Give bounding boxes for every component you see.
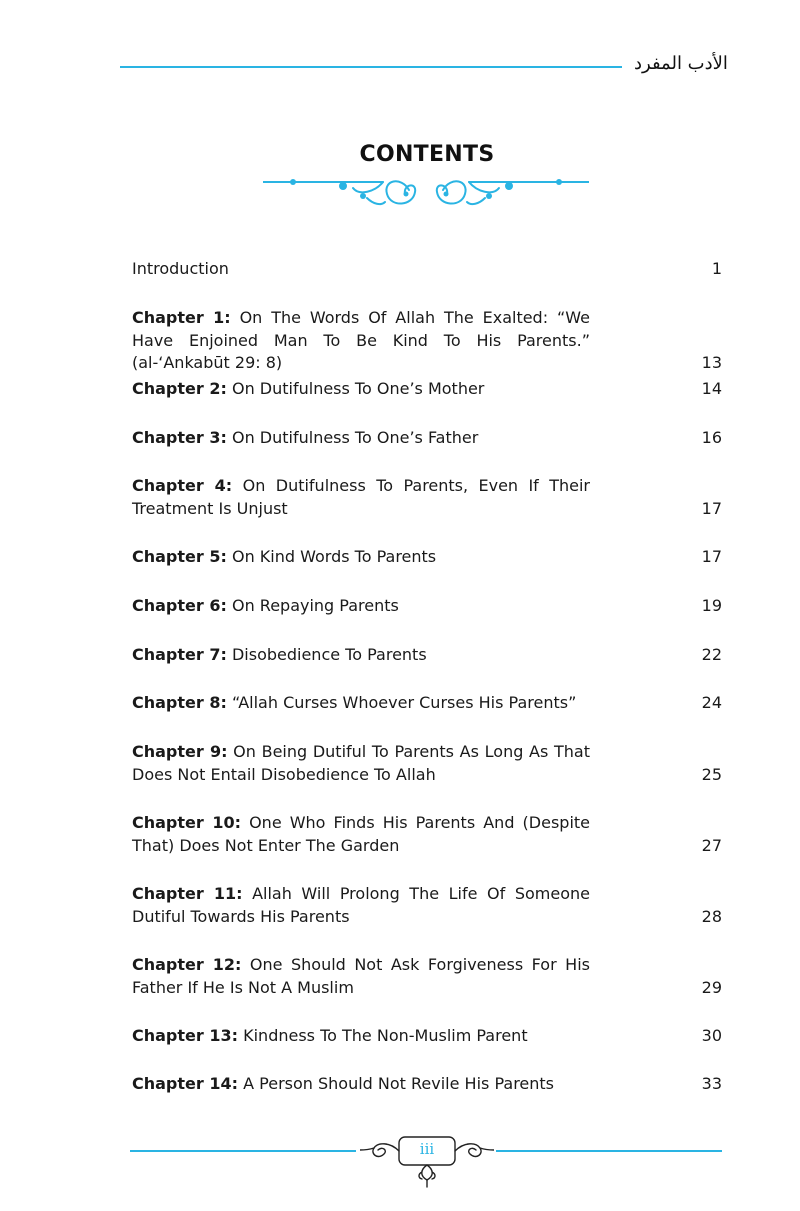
toc-entry-page: 17 (701, 498, 722, 518)
toc-entry-text: Allah Will Prolong The Life Of Someone Dutiful Towards His Parents (132, 884, 590, 926)
footer-rule-right (496, 1150, 722, 1152)
toc-entry-chapter-12[interactable] (132, 954, 722, 999)
toc-entry-text: Kindness To The Non-Muslim Parent (243, 1026, 528, 1045)
toc-entry-page: 25 (701, 764, 722, 784)
toc-entry-label: Chapter 11: (132, 884, 243, 903)
toc-entry-chapter-3[interactable] (132, 427, 722, 450)
toc-entry-page: 30 (701, 1026, 722, 1045)
toc-entry-page: 27 (701, 835, 722, 855)
toc-entry-text: On Dutifulness To One’s Mother (231, 379, 485, 398)
toc-entry-text: “Allah Curses Whoever Curses His Parents” (231, 693, 577, 712)
toc-entry-chapter-1[interactable] (132, 307, 722, 375)
title-ornament-icon (263, 168, 589, 216)
toc-entry-chapter-10[interactable] (132, 812, 722, 857)
toc-entry-page: 19 (701, 596, 722, 615)
page-title: CONTENTS (359, 142, 495, 167)
toc-entry-text: On Kind Words To Parents (231, 547, 437, 566)
toc-entry-text: On The Words Of Allah The Exalted: “We Have Enjoined Man To Be Kind To His Parents.” (al-‘Ankabūt 29: 8) (132, 308, 591, 372)
toc-entry-chapter-4[interactable] (132, 475, 722, 520)
toc-entry-chapter-9[interactable] (132, 741, 722, 786)
toc-entry-label: Chapter 7: (132, 645, 227, 664)
toc-entry-page: 22 (701, 645, 722, 664)
toc-entry-label: Chapter 9: (132, 742, 228, 761)
toc-entry-page: 1 (711, 259, 722, 278)
toc-entry-text: On Dutifulness To One’s Father (231, 428, 479, 447)
toc-entry-text: On Repaying Parents (231, 596, 399, 615)
toc-entry-chapter-14[interactable] (132, 1073, 722, 1096)
toc-entry-label: Chapter 5: (132, 547, 227, 566)
toc-entry-page: 33 (701, 1074, 722, 1093)
toc-entry-text: One Should Not Ask Forgiveness For His Father If He Is Not A Muslim (132, 955, 590, 997)
toc-entry-label: Chapter 14: (132, 1074, 239, 1093)
running-header-title: الأدب المفرد (634, 53, 728, 74)
toc-entry-chapter-8[interactable] (132, 692, 722, 715)
toc-entry-page: 24 (701, 693, 722, 712)
toc-entry-page: 14 (701, 379, 722, 398)
toc-entry-label: Chapter 13: (132, 1026, 239, 1045)
toc-entry-label: Chapter 6: (132, 596, 227, 615)
toc-entry-label: Chapter 8: (132, 693, 227, 712)
toc-entry-page: 13 (701, 353, 722, 372)
toc-entry-label: Chapter 2: (132, 379, 227, 398)
header-rule (120, 66, 622, 68)
toc-entry-label: Chapter 4: (132, 476, 233, 495)
toc-entry-chapter-11[interactable] (132, 883, 722, 928)
toc-entry-label: Chapter 3: (132, 428, 227, 447)
page-number: iii (419, 1140, 435, 1158)
toc-entry-chapter-5[interactable] (132, 546, 722, 569)
toc-entry-text: A Person Should Not Revile His Parents (243, 1074, 555, 1093)
toc-entry-chapter-6[interactable] (132, 595, 722, 618)
toc-entry-page: 17 (701, 547, 722, 566)
toc-entry-text: On Dutifulness To Parents, Even If Their Treatment Is Unjust (132, 476, 591, 518)
toc-entry-text: One Who Finds His Parents And (Despite That) Does Not Enter The Garden (132, 813, 591, 855)
footer-rule-left (130, 1150, 356, 1152)
toc-entry-label: Chapter 12: (132, 955, 242, 974)
toc-entry-chapter-13[interactable] (132, 1025, 722, 1048)
toc-entry-page: 29 (701, 977, 722, 997)
toc-entry-page: 16 (701, 428, 722, 447)
toc-entry-text: Disobedience To Parents (231, 645, 427, 664)
toc-entry-label: Chapter 1: (132, 308, 231, 327)
toc-entry-chapter-2[interactable] (132, 378, 722, 401)
toc-entry-chapter-7[interactable] (132, 644, 722, 667)
toc-entry-text: On Being Dutiful To Parents As Long As That Does Not Entail Disobedience To Allah (132, 742, 591, 784)
toc-entry-text: Introduction (132, 259, 229, 278)
toc-entry-introduction[interactable] (132, 258, 722, 281)
toc-entry-label: Chapter 10: (132, 813, 241, 832)
toc-entry-page: 28 (701, 906, 722, 926)
